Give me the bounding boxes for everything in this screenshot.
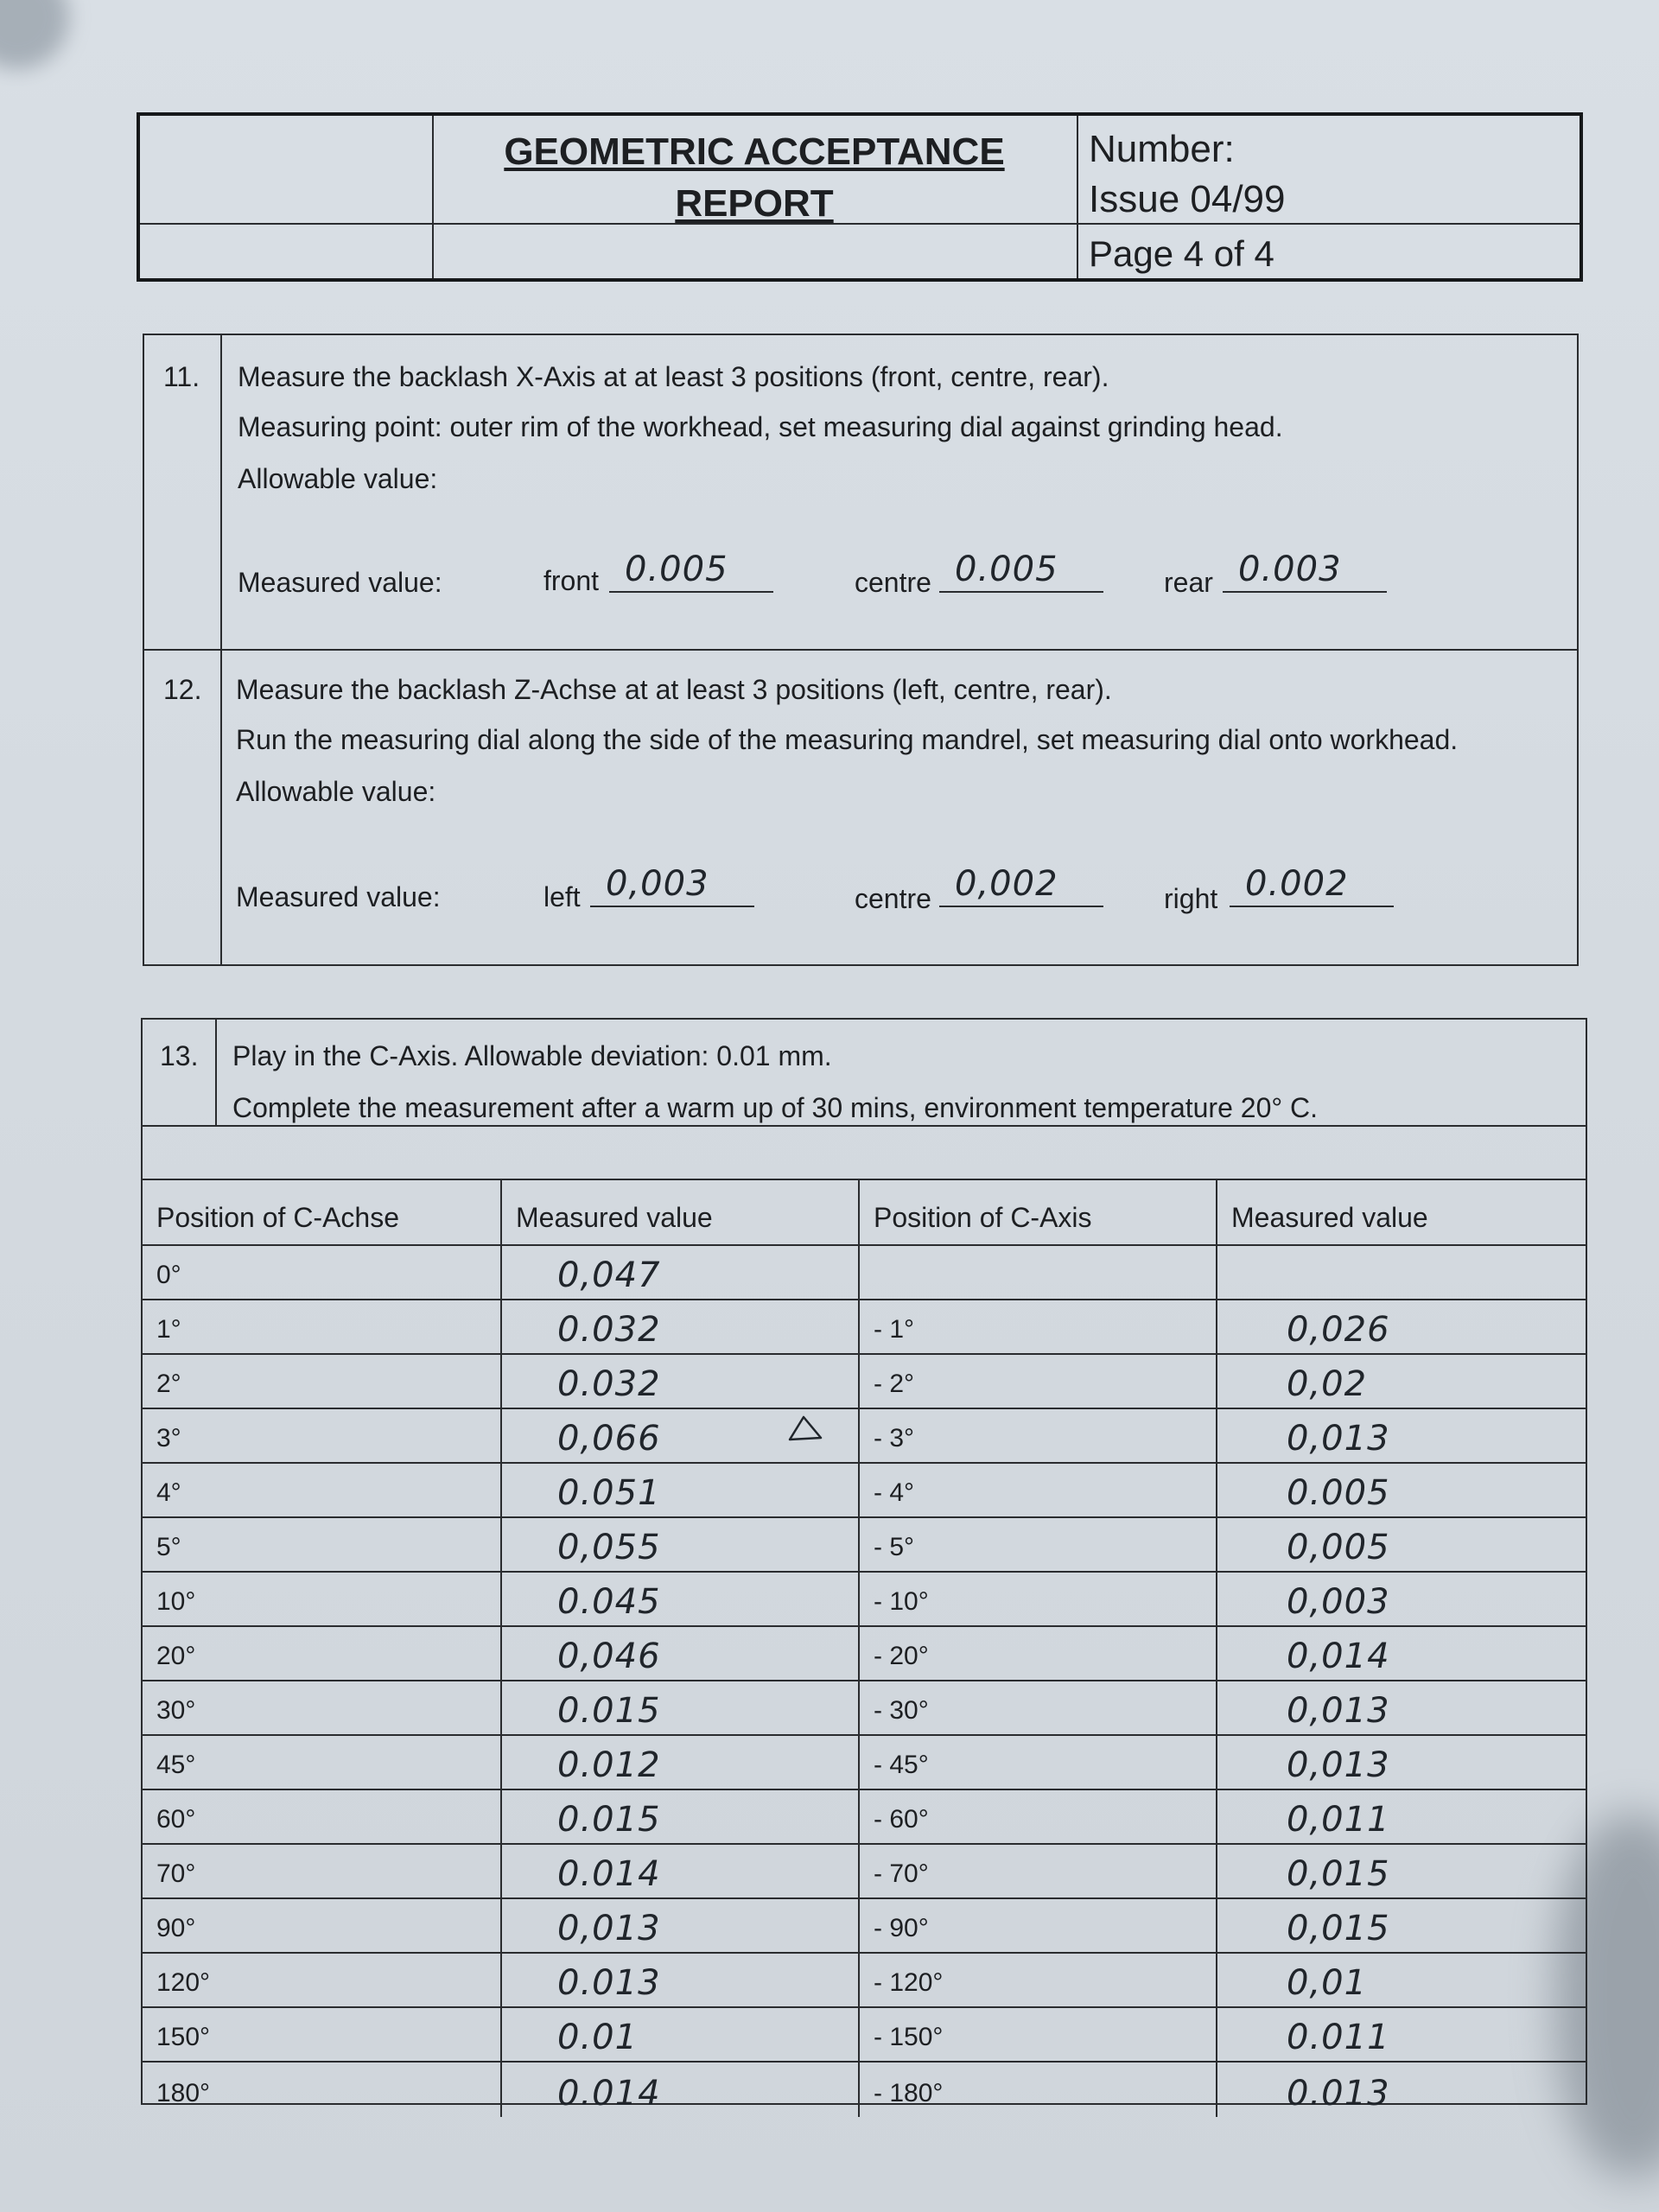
measured-value: 0,066 bbox=[557, 1419, 661, 1459]
measured-value-cell[interactable] bbox=[1216, 1954, 1586, 2006]
position-label: 20° bbox=[156, 1642, 196, 1670]
header-cell bbox=[143, 1180, 500, 1244]
position-label: - 120° bbox=[874, 1968, 944, 1997]
position-label: - 30° bbox=[874, 1696, 929, 1725]
position-label: 150° bbox=[156, 2023, 211, 2051]
position-label: - 4° bbox=[874, 1478, 915, 1507]
front-value: 0.005 bbox=[625, 550, 728, 589]
section-11-measured-label: Measured value: bbox=[238, 567, 442, 598]
measured-value-cell[interactable] bbox=[1216, 1845, 1586, 1897]
position-label: 90° bbox=[156, 1914, 196, 1942]
measured-value: 0.01 bbox=[557, 2018, 639, 2057]
table-row bbox=[143, 1464, 1586, 1518]
measured-value-cell[interactable] bbox=[1216, 1681, 1586, 1734]
section-12-measured-label: Measured value: bbox=[236, 881, 441, 912]
measured-value: 0,013 bbox=[1287, 1745, 1390, 1785]
table-row bbox=[143, 1355, 1586, 1409]
position-cell bbox=[858, 2063, 1216, 2117]
measured-value-cell[interactable] bbox=[500, 1573, 858, 1625]
section-11-allowable-label: Allowable value: bbox=[238, 463, 438, 494]
measured-value: 0.013 bbox=[1287, 2074, 1390, 2113]
measured-value: 0,026 bbox=[1287, 1310, 1390, 1350]
header-cell bbox=[500, 1180, 858, 1244]
measured-value-cell[interactable] bbox=[1216, 1464, 1586, 1516]
position-cell bbox=[858, 1845, 1216, 1897]
measured-value: 0,011 bbox=[1287, 1800, 1390, 1840]
column-header: Position of C-Achse bbox=[156, 1202, 400, 1233]
measured-value-cell[interactable] bbox=[1216, 1246, 1586, 1299]
position-cell bbox=[143, 1627, 500, 1680]
table-row bbox=[143, 1573, 1586, 1627]
position-label: - 90° bbox=[874, 1914, 929, 1942]
measured-value-cell[interactable] bbox=[500, 1518, 858, 1571]
measured-value: 0.045 bbox=[557, 1582, 661, 1622]
position-cell bbox=[143, 1246, 500, 1299]
position-cell bbox=[858, 1954, 1216, 2006]
issue-label: Issue 04/99 bbox=[1089, 178, 1286, 220]
measured-value-cell[interactable] bbox=[500, 1899, 858, 1952]
position-label: 60° bbox=[156, 1805, 196, 1834]
document-number-label: Number: bbox=[1089, 128, 1235, 170]
position-label: - 20° bbox=[874, 1642, 929, 1670]
position-cell bbox=[858, 1736, 1216, 1789]
triangle-mark-icon bbox=[786, 1414, 824, 1443]
measured-value-cell[interactable] bbox=[500, 1845, 858, 1897]
position-cell bbox=[143, 1954, 500, 2006]
position-cell bbox=[143, 1573, 500, 1625]
measured-value: 0,046 bbox=[557, 1637, 661, 1676]
position-cell bbox=[143, 1790, 500, 1843]
right-value: 0.002 bbox=[1245, 864, 1349, 904]
measured-value-cell[interactable] bbox=[500, 2063, 858, 2117]
measured-value: 0.014 bbox=[557, 1854, 661, 1894]
position-label: 120° bbox=[156, 1968, 211, 1997]
position-label: - 2° bbox=[874, 1370, 915, 1398]
table-row bbox=[143, 1246, 1586, 1300]
position-label: 180° bbox=[156, 2079, 211, 2107]
position-cell bbox=[858, 1409, 1216, 1462]
position-label: 4° bbox=[156, 1478, 181, 1507]
measured-value: 0.015 bbox=[557, 1800, 661, 1840]
position-label: - 45° bbox=[874, 1751, 929, 1779]
position-label: - 1° bbox=[874, 1315, 915, 1344]
position-cell bbox=[858, 1518, 1216, 1571]
c-axis-table bbox=[143, 1180, 1586, 2117]
position-cell bbox=[858, 1899, 1216, 1952]
measured-value: 0.014 bbox=[557, 2074, 661, 2113]
measured-value-cell[interactable] bbox=[500, 1627, 858, 1680]
table-row bbox=[143, 1736, 1586, 1790]
position-cell bbox=[143, 2008, 500, 2061]
position-label: - 180° bbox=[874, 2079, 944, 2107]
measured-value: 0.032 bbox=[557, 1364, 661, 1404]
measured-value-cell[interactable] bbox=[500, 1790, 858, 1843]
section-13-instruction: Play in the C-Axis. Allowable deviation: 0.01 mm. bbox=[232, 1040, 832, 1071]
left-label: left bbox=[543, 881, 581, 912]
rear-value: 0.003 bbox=[1238, 550, 1342, 589]
measured-value-cell[interactable] bbox=[1216, 1899, 1586, 1952]
measured-value: 0,047 bbox=[557, 1255, 661, 1295]
measured-value: 0.012 bbox=[557, 1745, 661, 1785]
section-12-allowable-label: Allowable value: bbox=[236, 776, 436, 807]
position-label: 30° bbox=[156, 1696, 196, 1725]
position-cell bbox=[858, 1790, 1216, 1843]
measured-value-cell[interactable] bbox=[500, 1300, 858, 1353]
position-cell bbox=[858, 1355, 1216, 1408]
position-cell bbox=[858, 1681, 1216, 1734]
section-11-measuring-point: Measuring point: outer rim of the workhead, set measuring dial against grinding head. bbox=[238, 411, 1283, 442]
header-cell bbox=[1216, 1180, 1586, 1244]
left-field[interactable] bbox=[590, 864, 754, 907]
front-field[interactable] bbox=[609, 550, 773, 593]
centre-field-z[interactable] bbox=[939, 864, 1103, 907]
measured-value-cell[interactable] bbox=[1216, 1790, 1586, 1843]
measured-value-cell[interactable] bbox=[500, 1954, 858, 2006]
position-cell bbox=[143, 1409, 500, 1462]
section-11-instruction: Measure the backlash X-Axis at at least 3 positions (front, centre, rear). bbox=[238, 361, 1109, 392]
measured-value: 0,014 bbox=[1287, 1637, 1390, 1676]
column-header: Position of C-Axis bbox=[874, 1202, 1092, 1233]
front-label: front bbox=[543, 565, 600, 596]
measured-value-cell[interactable] bbox=[1216, 1355, 1586, 1408]
column-header: Measured value bbox=[516, 1202, 713, 1233]
table-row bbox=[143, 1954, 1586, 2008]
position-label: - 3° bbox=[874, 1424, 915, 1452]
measured-value: 0,015 bbox=[1287, 1909, 1390, 1948]
position-cell bbox=[143, 1518, 500, 1571]
position-label: - 150° bbox=[874, 2023, 944, 2051]
centre-label-z: centre bbox=[855, 883, 931, 914]
position-cell bbox=[858, 1573, 1216, 1625]
measured-value: 0.011 bbox=[1287, 2018, 1390, 2057]
position-label: 45° bbox=[156, 1751, 196, 1779]
measured-value: 0,013 bbox=[1287, 1691, 1390, 1731]
measured-value-cell[interactable] bbox=[1216, 2063, 1586, 2117]
column-header: Measured value bbox=[1231, 1202, 1428, 1233]
c-axis-section bbox=[141, 1018, 1587, 2113]
report-title: GEOMETRIC ACCEPTANCE REPORT bbox=[504, 130, 1005, 225]
position-label: 10° bbox=[156, 1587, 196, 1616]
position-cell bbox=[143, 1355, 500, 1408]
position-label: - 5° bbox=[874, 1533, 915, 1561]
measured-value-cell[interactable] bbox=[1216, 1573, 1586, 1625]
table-row bbox=[143, 1845, 1586, 1899]
position-cell bbox=[143, 1845, 500, 1897]
measured-value-cell[interactable] bbox=[500, 1246, 858, 1299]
measured-value-cell[interactable] bbox=[500, 1464, 858, 1516]
measured-value: 0.013 bbox=[557, 1963, 661, 2003]
position-cell bbox=[143, 1736, 500, 1789]
section-12-measuring-method: Run the measuring dial along the side of the measuring mandrel, set measuring dial onto workhead. bbox=[236, 724, 1459, 755]
section-12-number: 12. bbox=[163, 674, 202, 705]
backlash-sections bbox=[143, 334, 1579, 966]
position-cell bbox=[858, 1300, 1216, 1353]
measured-value: 0.051 bbox=[557, 1473, 661, 1513]
rear-field[interactable] bbox=[1223, 550, 1387, 593]
section-12-instruction: Measure the backlash Z-Achse at at least 3 positions (left, centre, rear). bbox=[236, 674, 1112, 705]
section-11-number: 11. bbox=[163, 361, 200, 392]
table-row bbox=[143, 2008, 1586, 2063]
report-header-table bbox=[137, 112, 1583, 282]
table-row bbox=[143, 2063, 1586, 2117]
right-label: right bbox=[1164, 883, 1218, 914]
position-label: 0° bbox=[156, 1261, 181, 1289]
position-label: 1° bbox=[156, 1315, 181, 1344]
section-13-number: 13. bbox=[160, 1040, 199, 1071]
measured-value-cell[interactable] bbox=[1216, 2008, 1586, 2061]
position-label: - 10° bbox=[874, 1587, 929, 1616]
table-row bbox=[143, 1627, 1586, 1681]
measured-value-cell[interactable] bbox=[500, 1736, 858, 1789]
measured-value: 0,003 bbox=[1287, 1582, 1390, 1622]
measured-value: 0,055 bbox=[557, 1528, 661, 1567]
centre-value-z: 0,002 bbox=[955, 864, 1058, 904]
position-cell bbox=[143, 1899, 500, 1952]
position-cell bbox=[858, 1627, 1216, 1680]
table-row bbox=[143, 1409, 1586, 1464]
position-label: 2° bbox=[156, 1370, 181, 1398]
table-row bbox=[143, 1899, 1586, 1954]
left-value: 0,003 bbox=[606, 864, 709, 904]
measured-value: 0,013 bbox=[1287, 1419, 1390, 1459]
position-cell bbox=[858, 2008, 1216, 2061]
centre-value: 0.005 bbox=[955, 550, 1058, 589]
position-label: 70° bbox=[156, 1859, 196, 1888]
position-cell bbox=[143, 1681, 500, 1734]
measured-value: 0,005 bbox=[1287, 1528, 1390, 1567]
centre-label: centre bbox=[855, 567, 931, 598]
measured-value-cell[interactable] bbox=[1216, 1736, 1586, 1789]
measured-value-cell[interactable] bbox=[500, 1355, 858, 1408]
measured-value: 0.032 bbox=[557, 1310, 661, 1350]
measured-value-cell[interactable] bbox=[1216, 1300, 1586, 1353]
table-header-row bbox=[143, 1180, 1586, 1246]
right-field[interactable] bbox=[1230, 864, 1394, 907]
position-label: - 70° bbox=[874, 1859, 929, 1888]
position-cell bbox=[858, 1464, 1216, 1516]
position-label: 5° bbox=[156, 1533, 181, 1561]
position-cell bbox=[143, 1464, 500, 1516]
measured-value: 0,01 bbox=[1287, 1963, 1368, 2003]
measured-value-cell[interactable] bbox=[500, 1681, 858, 1734]
measured-value-cell[interactable] bbox=[1216, 1518, 1586, 1571]
measured-value: 0,013 bbox=[557, 1909, 661, 1948]
measured-value: 0,02 bbox=[1287, 1364, 1368, 1404]
measured-value: 0,015 bbox=[1287, 1854, 1390, 1894]
table-row bbox=[143, 1790, 1586, 1845]
table-row bbox=[143, 1681, 1586, 1736]
centre-field[interactable] bbox=[939, 550, 1103, 593]
rear-label: rear bbox=[1164, 567, 1213, 598]
table-row bbox=[143, 1300, 1586, 1355]
header-cell bbox=[858, 1180, 1216, 1244]
section-13-conditions: Complete the measurement after a warm up of 30 mins, environment temperature 20° C. bbox=[232, 1092, 1319, 1123]
measured-value: 0.005 bbox=[1287, 1473, 1390, 1513]
position-cell bbox=[858, 1246, 1216, 1299]
page-number: Page 4 of 4 bbox=[1089, 233, 1274, 274]
measured-value-cell[interactable] bbox=[1216, 1627, 1586, 1680]
measured-value-cell[interactable] bbox=[500, 2008, 858, 2061]
position-label: - 60° bbox=[874, 1805, 929, 1834]
measured-value-cell[interactable] bbox=[1216, 1409, 1586, 1462]
position-cell bbox=[143, 2063, 500, 2117]
table-row bbox=[143, 1518, 1586, 1573]
position-cell bbox=[143, 1300, 500, 1353]
measured-value: 0.015 bbox=[557, 1691, 661, 1731]
position-label: 3° bbox=[156, 1424, 181, 1452]
